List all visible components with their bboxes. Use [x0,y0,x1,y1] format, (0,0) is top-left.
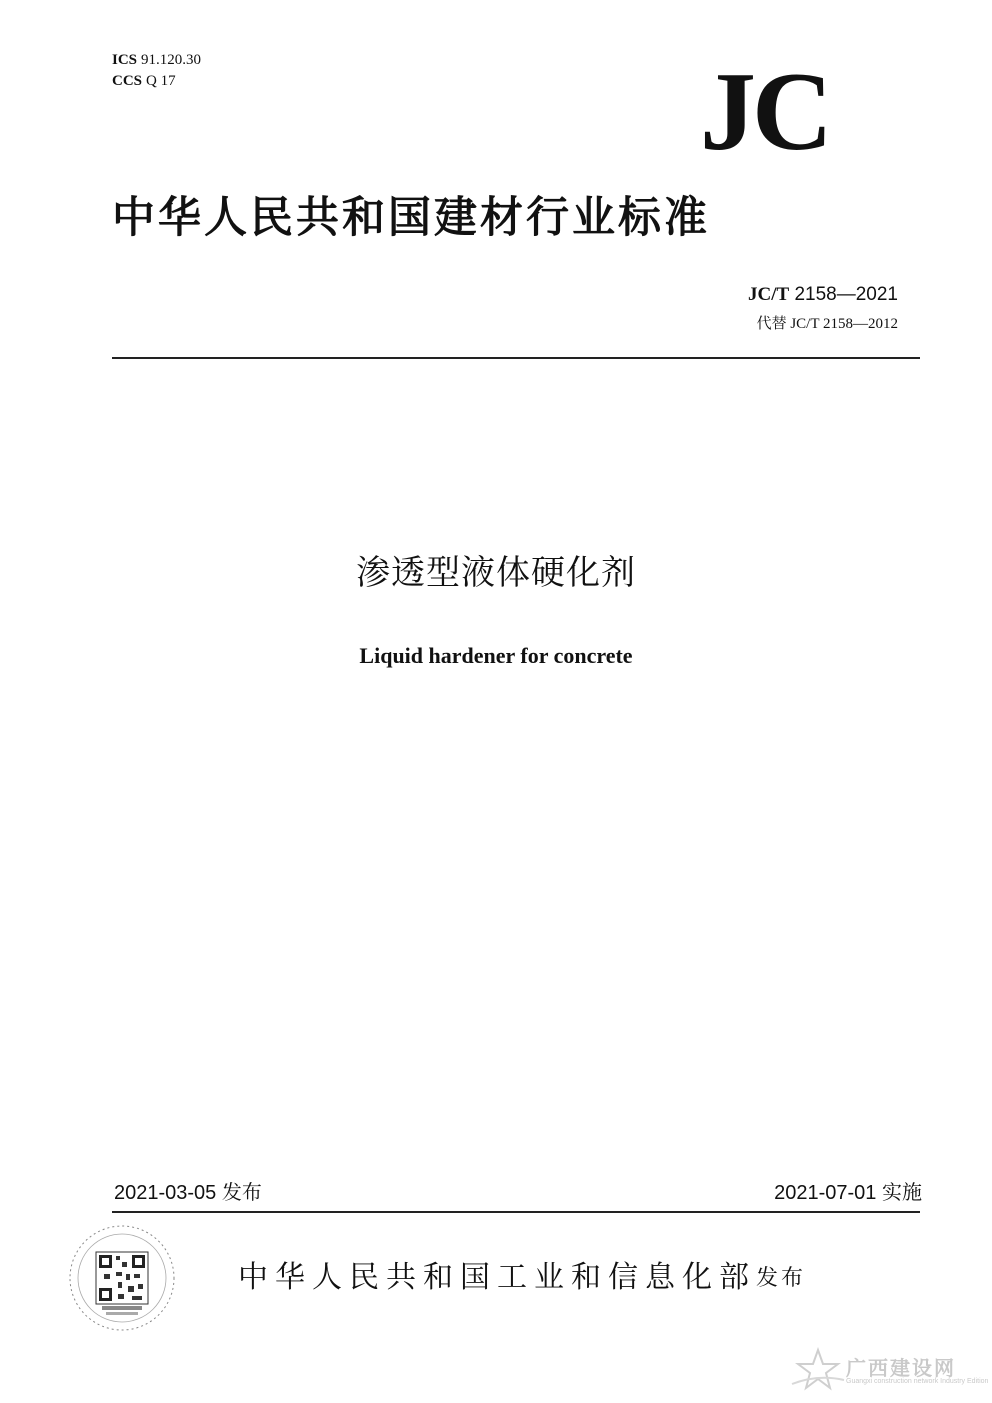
header-divider [112,357,920,359]
ics-label: ICS [112,52,138,68]
standard-code [748,284,898,306]
classification-codes [112,50,201,92]
ics-value: 91.120.30 [141,52,202,68]
replaces-note: 代替 JC/T 2158—2012 [756,316,898,332]
document-title-cn: 渗透型液体硬化剂 [356,553,636,593]
publish-label: 发布 [756,1266,807,1291]
watermark-name-en: Guangxi construction network Industry Edition [846,1378,989,1385]
jc-logo: JC [700,50,829,174]
issue-date: 2021-03-05 发布 [114,1182,262,1204]
watermark-name-cn: 广西建设网 [846,1356,956,1380]
footer-divider [112,1211,920,1213]
qr-seal-icon [66,1222,178,1334]
standard-prefix: JC/T [747,284,790,305]
effective-date: 2021-07-01 实施 [774,1182,922,1204]
standard-number: 2158—2021 [794,284,898,305]
ccs-value: Q 17 [146,73,176,89]
publisher-name: 中华人民共和国工业和信息化部 [238,1260,756,1295]
document-title-en: Liquid hardener for concrete [359,643,633,668]
ics-line [112,50,201,71]
org-title: 中华人民共和国建材行业标准 [112,193,710,243]
ccs-label: CCS [112,73,143,89]
ccs-line [112,71,201,92]
